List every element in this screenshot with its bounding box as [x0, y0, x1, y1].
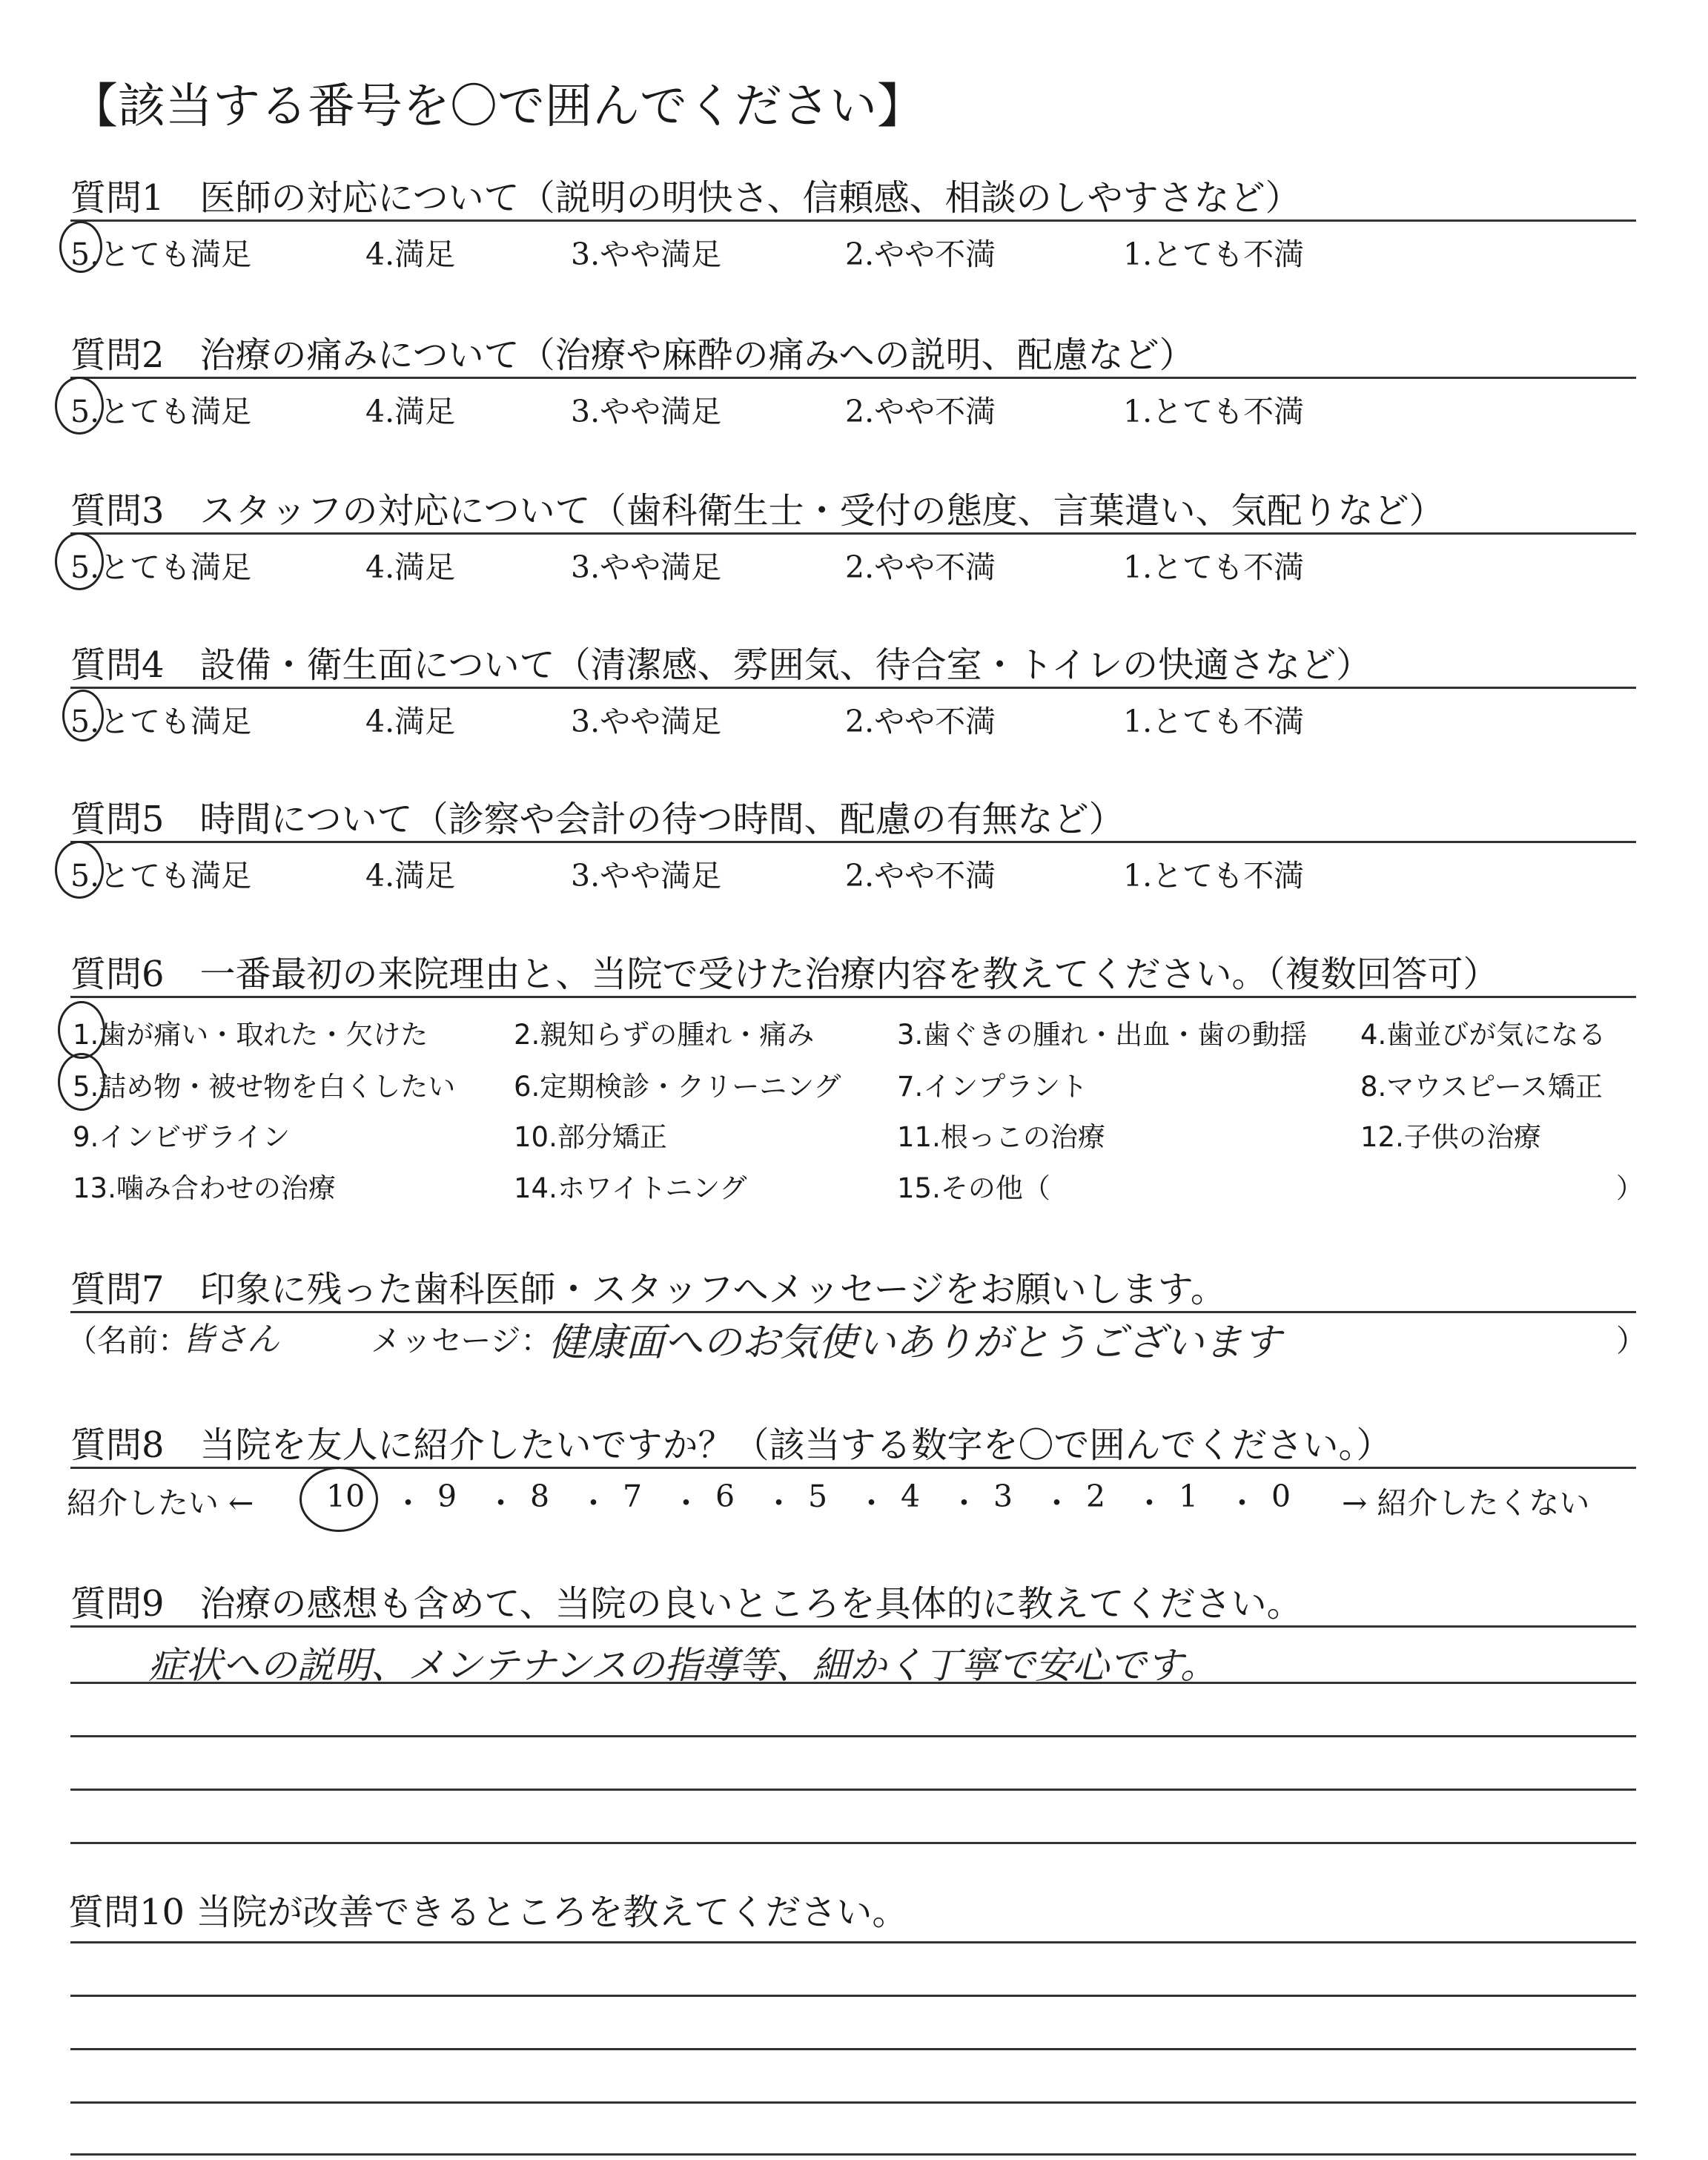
option-4[interactable]: 4.満足 — [365, 704, 456, 739]
option-3[interactable]: 3.やや満足 — [571, 394, 722, 429]
q6-option-14[interactable]: 14.ホワイトニング — [514, 1172, 747, 1204]
scale-dot: ・ — [1227, 1485, 1257, 1521]
question-title: 質問10 当院が改善できるところを教えてください。 — [68, 1892, 908, 1933]
scale-dot: ・ — [393, 1485, 423, 1521]
option-4[interactable]: 4.満足 — [365, 858, 456, 894]
scale-4[interactable]: 4 — [901, 1479, 921, 1514]
answer-line — [70, 2153, 1636, 2156]
option-1[interactable]: 1.とても不満 — [1123, 394, 1305, 429]
scale-7[interactable]: 7 — [623, 1479, 643, 1514]
q6-option-10[interactable]: 10.部分矯正 — [514, 1121, 667, 1153]
underline — [70, 219, 1636, 222]
q6-option-9[interactable]: 9.インビザライン — [73, 1121, 291, 1153]
option-2[interactable]: 2.やや不満 — [845, 858, 996, 894]
close-paren: ） — [1616, 1323, 1646, 1358]
q6-option-15-close: ） — [1616, 1172, 1644, 1204]
selection-circle — [55, 532, 104, 590]
option-3[interactable]: 3.やや満足 — [571, 237, 722, 272]
underline — [70, 377, 1636, 379]
q6-option-15[interactable]: 15.その他（ — [897, 1172, 1050, 1204]
answer-line — [70, 1941, 1636, 1943]
scale-8[interactable]: 8 — [530, 1479, 550, 1514]
recommend-right-label: → 紹介したくない — [1342, 1485, 1590, 1521]
underline — [70, 687, 1636, 689]
option-3[interactable]: 3.やや満足 — [571, 858, 722, 894]
answer-line — [70, 1735, 1636, 1737]
name-label: （名前： — [67, 1323, 188, 1358]
option-1[interactable]: 1.とても不満 — [1123, 858, 1305, 894]
scale-0[interactable]: 0 — [1271, 1479, 1291, 1514]
underline — [70, 532, 1636, 535]
scale-dot: ・ — [578, 1485, 609, 1521]
scale-5[interactable]: 5 — [808, 1479, 828, 1514]
option-3[interactable]: 3.やや満足 — [571, 704, 722, 739]
scale-dot: ・ — [949, 1485, 979, 1521]
message-label: メッセージ： — [371, 1323, 552, 1358]
option-1[interactable]: 1.とても不満 — [1123, 237, 1305, 272]
scale-dot: ・ — [764, 1485, 794, 1521]
option-4[interactable]: 4.満足 — [365, 394, 456, 429]
q6-option-5[interactable]: 5.詰め物・被せ物を白くしたい — [73, 1071, 456, 1103]
scale-2[interactable]: 2 — [1086, 1479, 1106, 1514]
option-2[interactable]: 2.やや不満 — [845, 549, 996, 585]
answer-line — [70, 1682, 1636, 1684]
scale-dot: ・ — [856, 1485, 887, 1521]
underline — [70, 1467, 1636, 1469]
answer-line — [70, 2101, 1636, 2104]
option-2[interactable]: 2.やや不満 — [845, 704, 996, 739]
scale-10[interactable]: 10 — [326, 1479, 365, 1514]
q6-option-8[interactable]: 8.マウスピース矯正 — [1360, 1071, 1603, 1103]
q6-option-1[interactable]: 1.歯が痛い・取れた・欠けた — [73, 1019, 428, 1051]
option-5[interactable]: 5.とても満足 — [70, 394, 252, 429]
question-title: 質問3 スタッフの対応について（歯科衛生士・受付の態度、言葉遣い、気配りなど） — [70, 490, 1445, 532]
scale-6[interactable]: 6 — [715, 1479, 735, 1514]
selection-circle — [299, 1467, 378, 1532]
selection-circle — [55, 841, 104, 899]
underline — [70, 996, 1636, 998]
option-5[interactable]: 5.とても満足 — [70, 858, 252, 894]
question-title: 質問4 設備・衛生面について（清潔感、雰囲気、待合室・トイレの快適さなど） — [70, 644, 1372, 686]
q6-option-12[interactable]: 12.子供の治療 — [1360, 1121, 1541, 1153]
message-handwritten[interactable]: 健康面へのお気使いありがとうございます — [549, 1321, 1282, 1365]
option-5[interactable]: 5.とても満足 — [70, 237, 252, 272]
underline — [70, 1625, 1636, 1628]
option-5[interactable]: 5.とても満足 — [70, 704, 252, 739]
option-3[interactable]: 3.やや満足 — [571, 549, 722, 585]
q6-option-6[interactable]: 6.定期検診・クリーニング — [514, 1071, 841, 1103]
name-handwritten[interactable]: 皆さん — [182, 1321, 279, 1358]
scale-1[interactable]: 1 — [1179, 1479, 1199, 1514]
option-4[interactable]: 4.満足 — [365, 549, 456, 585]
option-1[interactable]: 1.とても不満 — [1123, 549, 1305, 585]
answer-line — [70, 1995, 1636, 1997]
underline — [70, 841, 1636, 843]
scale-3[interactable]: 3 — [993, 1479, 1013, 1514]
q6-option-13[interactable]: 13.噛み合わせの治療 — [73, 1172, 336, 1204]
selection-circle — [59, 221, 102, 273]
option-5[interactable]: 5.とても満足 — [70, 549, 252, 585]
recommend-scale — [326, 1479, 1320, 1523]
question-title: 質問6 一番最初の来院理由と、当院で受けた治療内容を教えてください。（複数回答可） — [70, 954, 1499, 995]
answer-line — [70, 1789, 1636, 1791]
selection-circle — [62, 690, 104, 742]
answer-handwritten[interactable]: 症状への説明、メンテナンスの指導等、細かく丁寧で安心です。 — [148, 1644, 1217, 1687]
q6-option-11[interactable]: 11.根っこの治療 — [897, 1121, 1105, 1153]
question-title: 質問7 印象に残った歯科医師・スタッフへメッセージをお願いします。 — [70, 1269, 1226, 1310]
option-4[interactable]: 4.満足 — [365, 237, 456, 272]
q6-option-7[interactable]: 7.インプラント — [897, 1071, 1088, 1103]
q6-option-3[interactable]: 3.歯ぐきの腫れ・出血・歯の動揺 — [897, 1019, 1308, 1051]
q6-option-2[interactable]: 2.親知らずの腫れ・痛み — [514, 1019, 815, 1051]
option-2[interactable]: 2.やや不満 — [845, 237, 996, 272]
recommend-left-label: 紹介したい ← — [67, 1485, 254, 1521]
question-title: 質問8 当院を友人に紹介したいですか？（該当する数字を〇で囲んでください。） — [70, 1424, 1392, 1466]
page-title: 【該当する番号を〇で囲んでください】 — [70, 79, 924, 134]
answer-line — [70, 1842, 1636, 1844]
question-title: 質問1 医師の対応について（説明の明快さ、信頼感、相談のしやすさなど） — [70, 177, 1301, 219]
question-title: 質問2 治療の痛みについて（治療や麻酔の痛みへの説明、配慮など） — [70, 334, 1195, 376]
scale-dot: ・ — [486, 1485, 516, 1521]
answer-line — [70, 2048, 1636, 2050]
scale-9[interactable]: 9 — [437, 1479, 457, 1514]
scale-dot: ・ — [1134, 1485, 1165, 1521]
option-2[interactable]: 2.やや不満 — [845, 394, 996, 429]
selection-circle — [58, 1001, 105, 1059]
selection-circle — [58, 1053, 105, 1111]
question-title: 質問5 時間について（診察や会計の待つ時間、配慮の有無など） — [70, 799, 1125, 840]
scale-dot: ・ — [1042, 1485, 1072, 1521]
scale-dot: ・ — [671, 1485, 701, 1521]
selection-circle — [55, 377, 104, 435]
question-title: 質問9 治療の感想も含めて、当院の良いところを具体的に教えてください。 — [70, 1583, 1302, 1625]
q6-option-4[interactable]: 4.歯並びが気になる — [1360, 1019, 1606, 1051]
option-1[interactable]: 1.とても不満 — [1123, 704, 1305, 739]
